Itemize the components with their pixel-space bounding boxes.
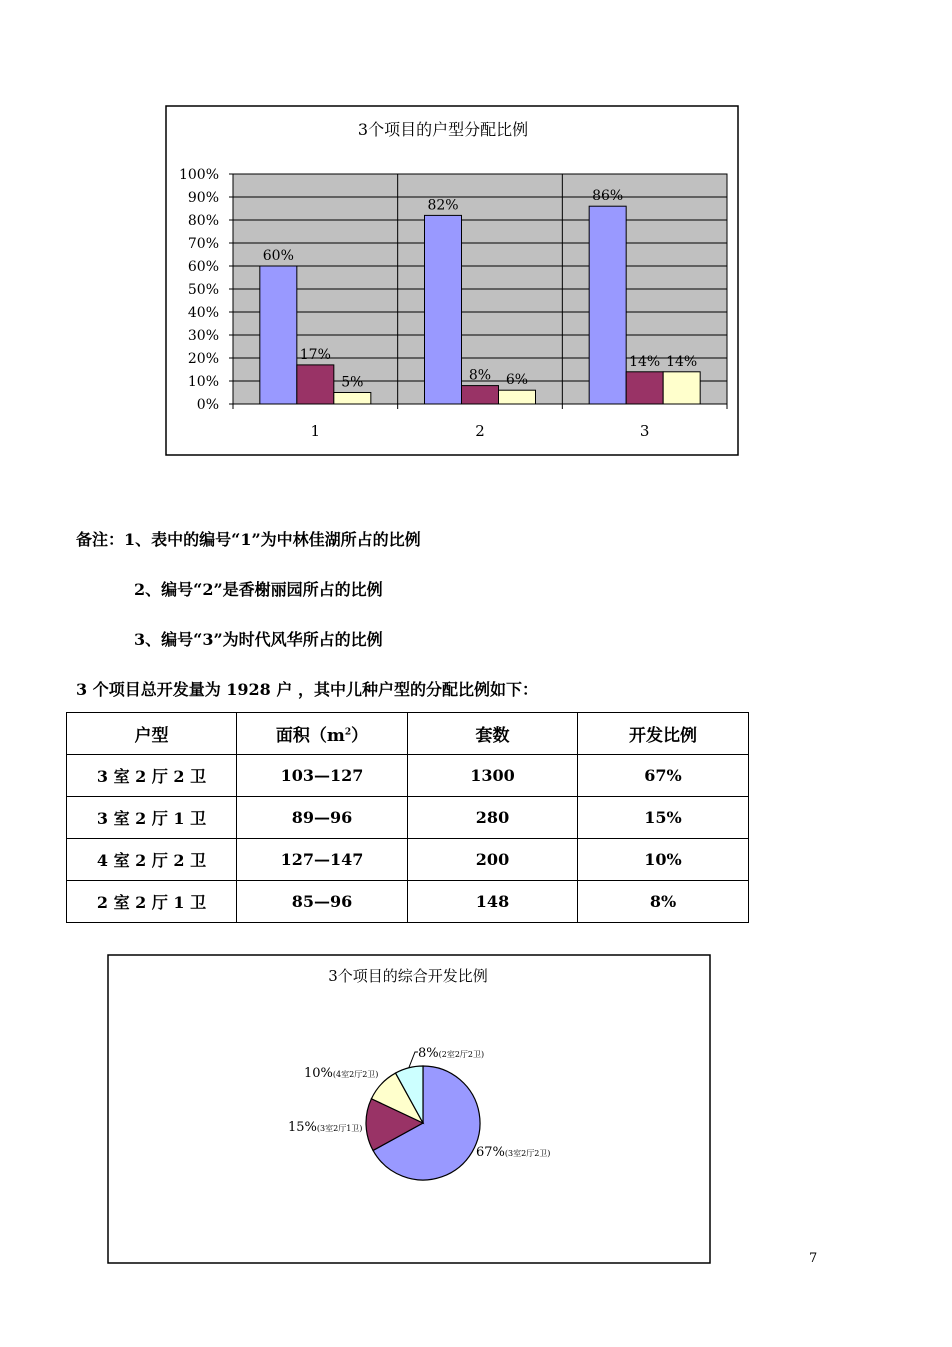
development-table xyxy=(66,712,749,923)
header-area-close: ） xyxy=(351,726,369,746)
bar-data-label: 14% xyxy=(666,353,698,370)
header-area xyxy=(237,713,408,755)
y-tick-label: 80% xyxy=(187,213,219,229)
cell-area: 103—127 xyxy=(237,755,408,797)
bar-series-2-1 xyxy=(297,365,334,404)
header-units: 套数 xyxy=(408,713,578,755)
pie-label-pct: 8% xyxy=(418,1046,439,1061)
pie-label-pct: 67% xyxy=(476,1145,505,1160)
y-tick-label: 60% xyxy=(187,259,219,275)
note-line-2: 2、编号“2”是香榭丽园所占的比例 xyxy=(134,580,383,599)
bar-series-2-3 xyxy=(626,372,663,404)
pie-label-category: (3室2厅2卫) xyxy=(504,1149,551,1158)
table-row xyxy=(67,797,749,839)
pie-label-category: (4室2厅2卫) xyxy=(332,1070,379,1079)
table-row xyxy=(67,755,749,797)
y-tick-label: 50% xyxy=(187,282,219,298)
header-area-text: 面积（m xyxy=(275,726,345,746)
bar-data-label: 86% xyxy=(592,188,624,205)
y-tick-label: 40% xyxy=(187,305,219,321)
table-row xyxy=(67,881,749,923)
bar-series-3-3 xyxy=(663,372,700,404)
bar-data-label: 82% xyxy=(427,197,459,214)
bar-data-label: 17% xyxy=(299,346,331,363)
cell-type: 3 室 2 厅 1 卫 xyxy=(67,797,237,839)
bar-data-label: 60% xyxy=(262,248,294,264)
pie-chart xyxy=(0,940,952,1280)
header-type: 户型 xyxy=(67,713,237,755)
cell-ratio: 15% xyxy=(578,797,749,839)
note-line-1: 备注：1、表中的编号“1”为中林佳湖所占的比例 xyxy=(76,530,421,549)
header-ratio: 开发比例 xyxy=(578,713,749,755)
y-tick-label: 10% xyxy=(187,374,219,390)
y-tick-label: 30% xyxy=(187,328,219,344)
bar-data-label: 8% xyxy=(468,367,492,384)
table-row xyxy=(67,839,749,881)
summary-line: 3 个项目总开发量为 1928 户 ，其中儿种户型的分配比例如下： xyxy=(76,680,538,699)
pie-label-category: (3室2厅1卫) xyxy=(316,1124,363,1133)
bar-data-label: 6% xyxy=(505,372,529,389)
cell-area: 85—96 xyxy=(237,881,408,923)
cell-units: 1300 xyxy=(408,755,578,797)
cell-type: 2 室 2 厅 1 卫 xyxy=(67,881,237,923)
pie-slices xyxy=(366,1066,480,1180)
bar-series-2-2 xyxy=(462,386,499,404)
bar-series-3-2 xyxy=(499,390,536,404)
bar-data-label: 14% xyxy=(629,353,661,370)
cell-area: 89—96 xyxy=(237,797,408,839)
y-tick-label: 100% xyxy=(178,167,219,183)
pie-label-pct: 15% xyxy=(288,1120,317,1135)
cell-units: 200 xyxy=(408,839,578,881)
x-tick-label: 2 xyxy=(475,422,485,440)
pie-chart-title: 3个项目的综合开发比例 xyxy=(328,967,488,985)
y-tick-label: 90% xyxy=(187,190,219,206)
bar-series-1-2 xyxy=(425,215,462,404)
cell-area: 127—147 xyxy=(237,839,408,881)
x-tick-label: 3 xyxy=(639,422,650,440)
page-number: 7 xyxy=(809,1251,818,1266)
table-header-row xyxy=(67,713,749,755)
bar-data-label: 5% xyxy=(341,374,364,391)
bar-series-1-3 xyxy=(589,206,626,404)
pie-label-category: (2室2厅2卫) xyxy=(438,1050,485,1059)
bar-series-3-1 xyxy=(334,393,371,405)
cell-ratio: 67% xyxy=(578,755,749,797)
y-tick-label: 0% xyxy=(196,397,219,413)
pie-label-pct: 10% xyxy=(304,1066,333,1081)
cell-ratio: 8% xyxy=(578,881,749,923)
bar-chart xyxy=(0,0,952,470)
cell-type: 4 室 2 厅 2 卫 xyxy=(67,839,237,881)
bar-chart-title: 3个项目的户型分配比例 xyxy=(357,120,529,139)
cell-units: 280 xyxy=(408,797,578,839)
cell-type: 3 室 2 厅 2 卫 xyxy=(67,755,237,797)
cell-units: 148 xyxy=(408,881,578,923)
note-line-3: 3、编号“3”为时代风华所占的比例 xyxy=(134,630,383,649)
y-tick-label: 70% xyxy=(187,236,219,252)
cell-ratio: 10% xyxy=(578,839,749,881)
x-tick-label: 1 xyxy=(310,422,321,440)
header-area-sup: 2 xyxy=(344,727,352,738)
bar-series-1-1 xyxy=(260,266,297,404)
y-tick-label: 20% xyxy=(187,351,219,367)
